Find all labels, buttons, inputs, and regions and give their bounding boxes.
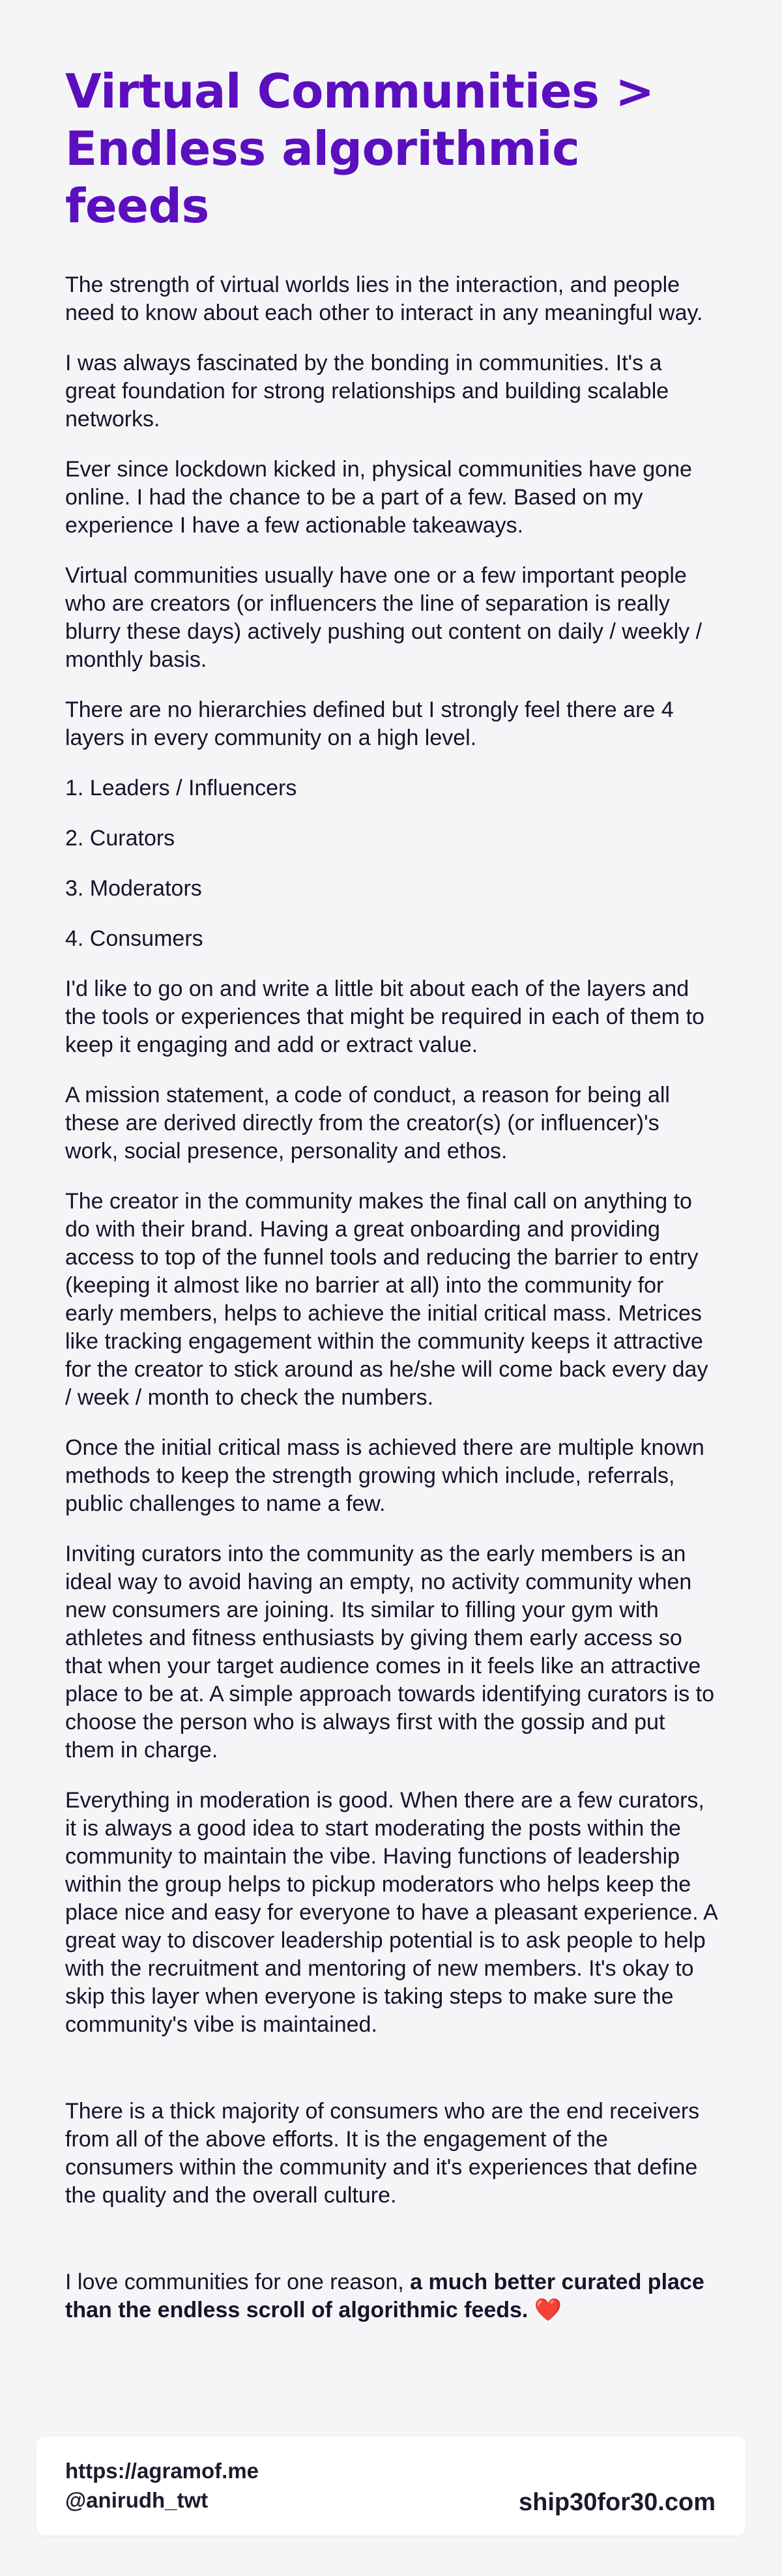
paragraph-moderators: Everything in moderation is good. When there are a few curators, it is always a good idea to start moderating the posts within the community to maintain the vibe. Having functions of leadership within the group helps to pickup moderators who helps keep the place nice and easy for everyone to have a pleasant experience. A great way to discover leadership potential is to ask people to help with the recruitment and mentoring of new members. It's okay to skip this layer when everyone is taking steps to make sure the community's vibe is maintained. (65, 1788, 717, 2037)
paragraph-critical-mass: Once the initial critical mass is achieved there are multiple known methods to keep the strength growing which include, referrals, public challenges to name a few. (65, 1435, 704, 1516)
paragraph-curators: Inviting curators into the community as the early members is an ideal way to avoid having an empty, no activity community when new consumers are joining. Its similar to filling your gym with athletes and fitness enthusiasts by giving them early access so that when your target audience comes in it feels like an attractive place to be at. A simple approach towards identifying curators is to choose the person who is always first with the gossip and put them in charge. (65, 1542, 714, 1763)
closing-emphasis: a much better curated place than the endless scroll of algorithmic feeds. (65, 2270, 704, 2322)
paragraph-leaders: The creator in the community makes the final call on anything to do with their brand. Having a great onboarding and providing access to top of the funnel tools and reducing the barrier to entry (keeping it almost like no barrier at all) into the community for early members, helps to achieve the initial critical mass. Metrices like tracking engagement within the community keeps it attractive for the creator to stick around as he/she will come back every day / week / month to check the numbers. (65, 1189, 708, 1410)
list-item-consumers: 4. Consumers (65, 926, 203, 951)
heart-icon: ❤️ (534, 2298, 562, 2322)
list-item-curators: 2. Curators (65, 826, 175, 851)
paragraph-mission: A mission statement, a code of conduct, a reason for being all these are derived directly from the creator(s) (or influencer)'s work, social presence, personality and ethos. (65, 1083, 670, 1164)
footer-card (36, 2437, 746, 2536)
list-item-moderators: 3. Moderators (65, 876, 202, 901)
closing-lead: I love communities for one reason, (65, 2270, 411, 2294)
paragraph-intro: The strength of virtual worlds lies in the interaction, and people need to know about each other to interact in any meaningful way. (65, 272, 703, 325)
article-title: Virtual Communities > Endless algorithmic feeds (65, 64, 654, 233)
list-item-leaders: 1. Leaders / Influencers (65, 776, 297, 800)
twitter-handle[interactable]: @anirudh_twt (65, 2488, 209, 2512)
article (65, 63, 717, 2347)
paragraph-layers-intro: I'd like to go on and write a little bit about each of the layers and the tools or experiences that might be required in each of them to keep it engaging and add or extract value. (65, 976, 704, 1057)
brand-label: ship30for30.com (519, 2489, 716, 2516)
paragraph-layers: There are no hierarchies defined but I strongly feel there are 4 layers in every community on a high level. (65, 697, 674, 750)
website-link[interactable]: https://agramof.me (65, 2459, 259, 2483)
author-info (65, 2456, 259, 2515)
paragraph-bonding: I was always fascinated by the bonding in communities. It's a great foundation for strong relationships and building scalable networks. (65, 351, 669, 432)
paragraph-lockdown: Ever since lockdown kicked in, physical communities have gone online. I had the chance to be a part of a few. Based on my experience I have a few actionable takeaways. (65, 457, 692, 538)
paragraph-closing (65, 2268, 717, 2324)
paragraph-consumers: There is a thick majority of consumers who are the end receivers from all of the above efforts. It is the engagement of the consumers within the community and it's experiences that define the quality and the overall culture. (65, 2099, 700, 2208)
paragraph-creators: Virtual communities usually have one or a few important people who are creators (or influencers the line of separation is really blurry these days) actively pushing out content on daily / weekly / monthly basis. (65, 563, 702, 672)
